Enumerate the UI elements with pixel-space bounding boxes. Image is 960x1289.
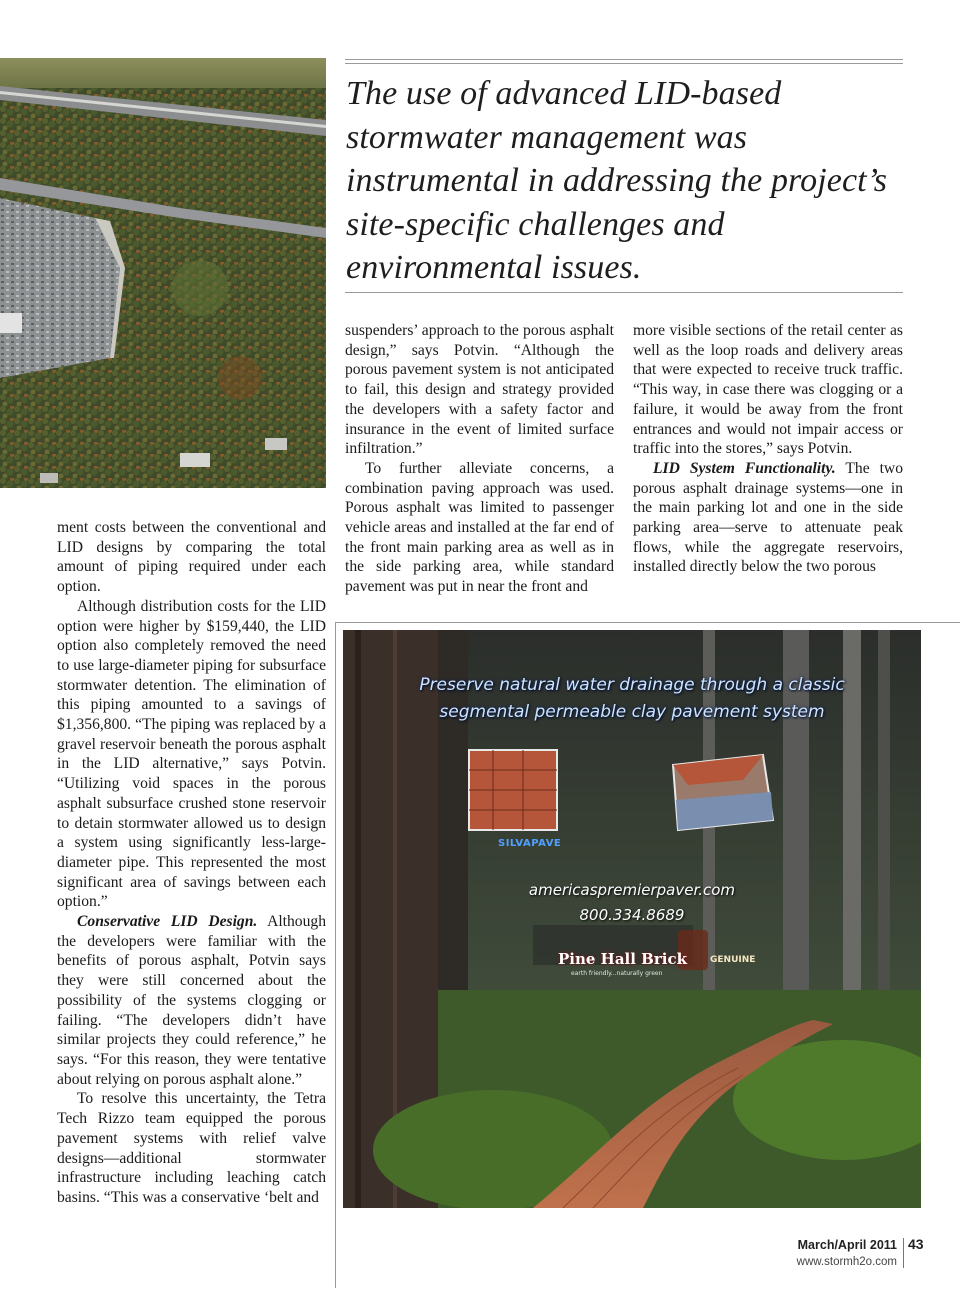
- ad-brand-logo: Pine Hall Brick: [558, 950, 687, 968]
- page-number: 43: [908, 1236, 924, 1252]
- ad-headline-line1: Preserve natural water drainage through a classic: [419, 675, 845, 695]
- footer-divider: [903, 1238, 904, 1268]
- ad-badge: GENUINE: [710, 955, 756, 965]
- paragraph: To resolve this uncertainty, the Tetra Tech Rizzo team equipped the porous pavement systems with relief valve designs—additional stormwater infrastructure including leaching catch basins. “This was a conservative ‘belt and: [57, 1090, 326, 1206]
- pullquote-rule-top: [345, 59, 903, 60]
- paragraph: Although distribution costs for the LID option were higher by $159,440, the LID option also completely removed the need to use large-diameter piping for subsurface stormwater detention. The elimination of this piping amounted to a savings of $1,356,800. “The piping was replaced by a gravel reservoir beneath the porous asphalt in the LID alternative,” says Potvin. “Utilizing void spaces in the porous asphalt subsurface crushed stone reservoir to detain stormwater allowed us to design a system using significantly less-large-diameter pipe. This represented the most significant area of savings between each option.”: [57, 597, 326, 911]
- paragraph: ment costs between the conventional and LID designs by comparing the total amount of piping required under each option.: [57, 519, 326, 596]
- paragraph-text: The two porous asphalt drainage systems—one in the main parking lot and one in the side parking area—serve to attenuate peak flows, while the aggregate reservoirs, installed directly below the two porous: [633, 459, 903, 576]
- advertisement: [343, 630, 921, 1208]
- footer-website: www.stormh2o.com: [796, 1256, 897, 1268]
- paragraph: To further alleviate concerns, a combination paving approach was used. Porous asphalt was limited to passenger vehicle areas and installed at the far end of the front main parking area as well as in the side parking area, while standard pavement was put in near the front and: [345, 459, 614, 596]
- pull-quote: The use of advanced LID-based stormwater management was instrumental in addressing the project’s site-specific challenges and environmental issues.: [346, 75, 888, 286]
- footer-issue-date: March/April 2011: [797, 1238, 897, 1252]
- paragraph-subsection: [57, 912, 326, 1089]
- paragraph: suspenders’ approach to the porous asphalt design,” says Potvin. “Although the porous pavement system is not anticipated to fail, this design and strategy provided the developers with a safety factor and insurance in the event of limited surface infiltration.”: [345, 322, 614, 458]
- column-divider: [335, 622, 336, 1288]
- ad-website: americaspremierpaver.com: [528, 881, 736, 899]
- pullquote-rule-bottom: [345, 292, 903, 293]
- ad-phone-number: 800.334.8689: [579, 906, 685, 924]
- subheading-conservative-lid-design: Conservative LID Design.: [77, 913, 258, 931]
- ad-tagline: earth friendly...naturally green: [571, 970, 663, 977]
- article-column-1: [57, 518, 326, 1208]
- subheading-lid-system-functionality: LID System Functionality.: [653, 459, 836, 477]
- article-column-3: [633, 321, 903, 577]
- paragraph-subsection: [633, 459, 903, 577]
- pullquote-rule-top-double: [345, 63, 903, 64]
- article-column-2: [345, 321, 614, 597]
- paragraph: more visible sections of the retail center as well as the loop roads and delivery areas that were expected to receive truck traffic. “This way, in case there was clogging or a failure, it would be away from the front entrances and would not impair access or traffic into the stores,” says Potvin.: [633, 322, 903, 458]
- aerial-photo: [0, 58, 326, 488]
- ad-headline-line2: segmental permeable clay pavement system: [439, 702, 825, 722]
- paragraph-text: Although the developers were familiar with the benefits of porous asphalt, Potvin says they were still concerned about the possibility of the systems clogging or failing. “The developers didn’t have similar projects they could reference,” he says. “For this reason, they were tentative about relying on porous asphalt alone.”: [57, 913, 326, 1088]
- ad-divider: [335, 622, 960, 623]
- ad-product-logo: SILVAPAVE: [498, 838, 562, 849]
